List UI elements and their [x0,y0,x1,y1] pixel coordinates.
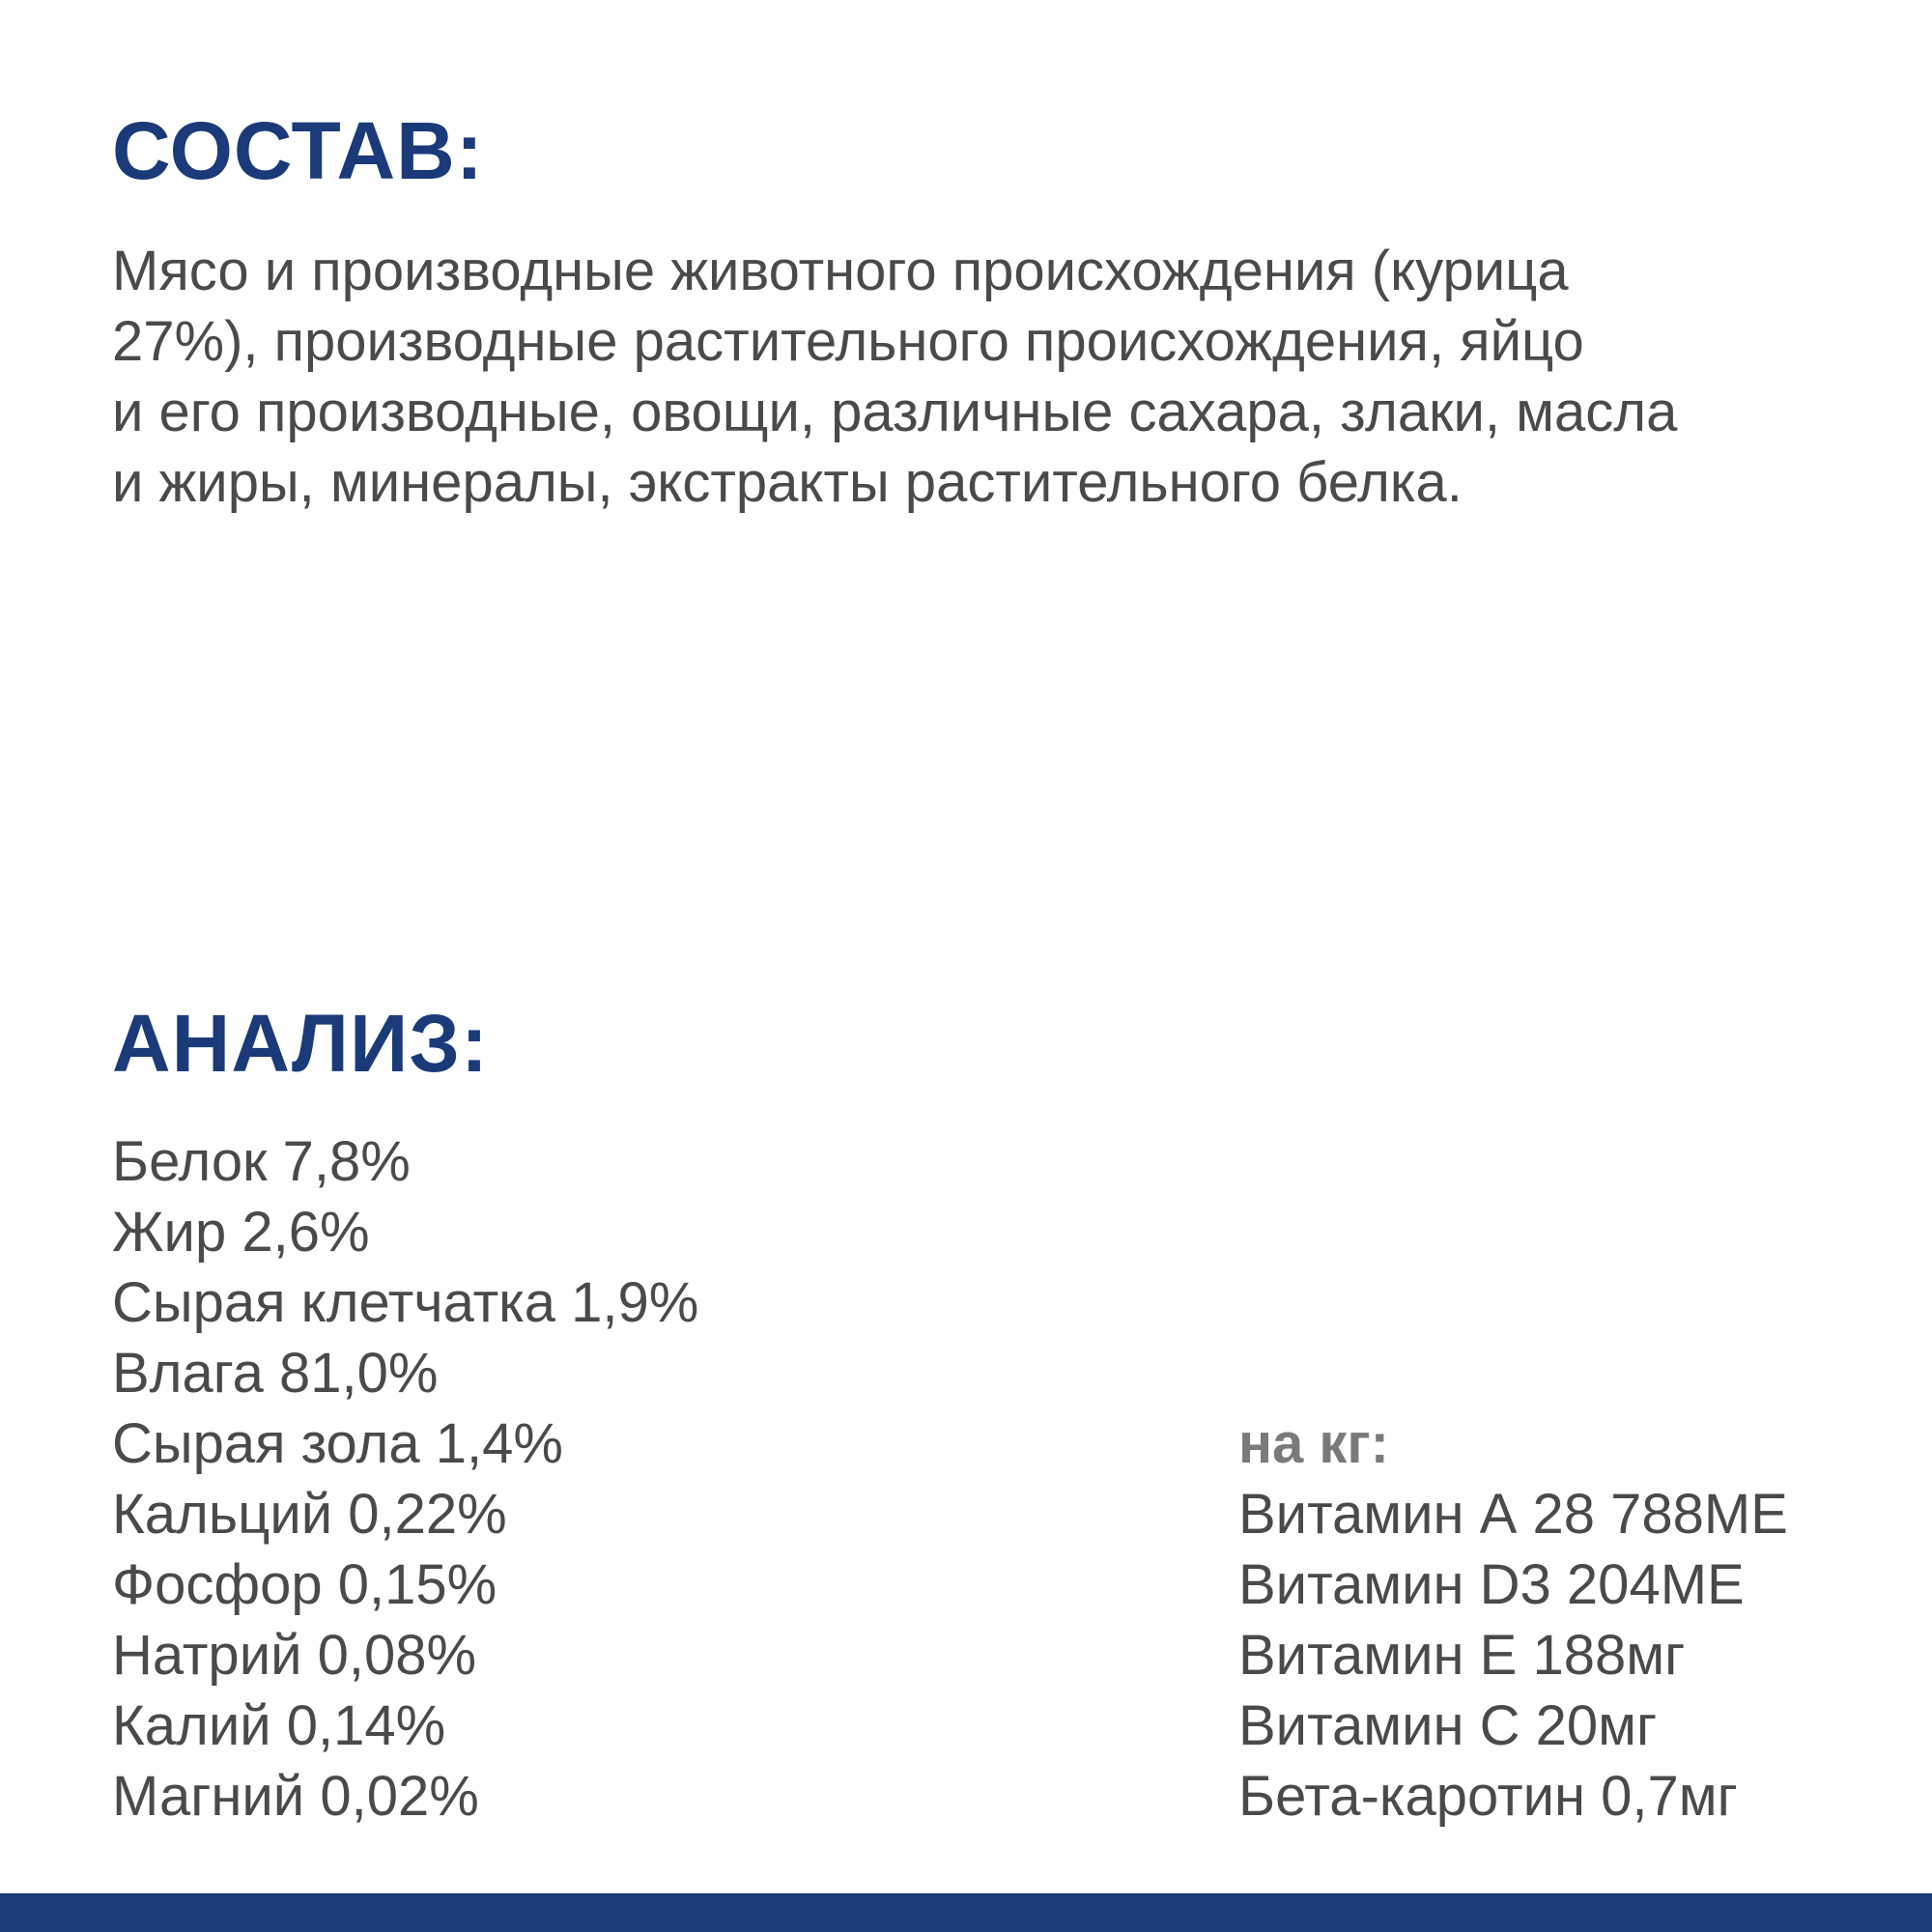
analysis-item-sodium: Натрий 0,08% [112,1624,477,1687]
analysis-list [112,1126,698,1832]
composition-heading: СОСТАВ: [112,105,484,196]
per-kg-list [1238,1479,1788,1832]
analysis-item-magnesium: Магний 0,02% [112,1765,479,1828]
analysis-item-calcium: Кальций 0,22% [112,1483,507,1546]
per-kg-item-vitamin-c: Витамин С 20мг [1238,1694,1658,1757]
per-kg-item-beta-carotene: Бета-каротин 0,7мг [1238,1765,1738,1828]
analysis-item-crude-fiber: Сырая клетчатка 1,9% [112,1271,699,1334]
bottom-bar [0,1893,1932,1932]
analysis-item-crude-ash: Сырая зола 1,4% [112,1412,563,1475]
analysis-item-fat: Жир 2,6% [112,1201,370,1264]
composition-line: и его производные, овощи, различные сахара, злаки, масла [112,381,1678,443]
analysis-item-protein: Белок 7,8% [112,1130,411,1193]
analysis-heading: АНАЛИЗ: [112,998,489,1089]
per-kg-item-vitamin-a: Витамин А 28 788МЕ [1238,1483,1788,1546]
composition-line: 27%), производные растительного происхождения, яйцо [112,310,1584,373]
per-kg-item-vitamin-e: Витамин Е 188мг [1238,1624,1686,1687]
per-kg-title: на кг: [1238,1412,1389,1475]
per-kg-item-vitamin-d3: Витамин D3 204МЕ [1238,1553,1745,1616]
composition-line: и жиры, минералы, экстракты растительного белка. [112,451,1463,514]
analysis-item-phosphorus: Фосфор 0,15% [112,1553,497,1616]
composition-line: Мясо и производные животного происхождения (курица [112,240,1569,302]
analysis-item-potassium: Калий 0,14% [112,1694,446,1757]
analysis-item-moisture: Влага 81,0% [112,1342,439,1405]
composition-text [112,236,1909,518]
per-kg-block [1238,1408,1788,1832]
